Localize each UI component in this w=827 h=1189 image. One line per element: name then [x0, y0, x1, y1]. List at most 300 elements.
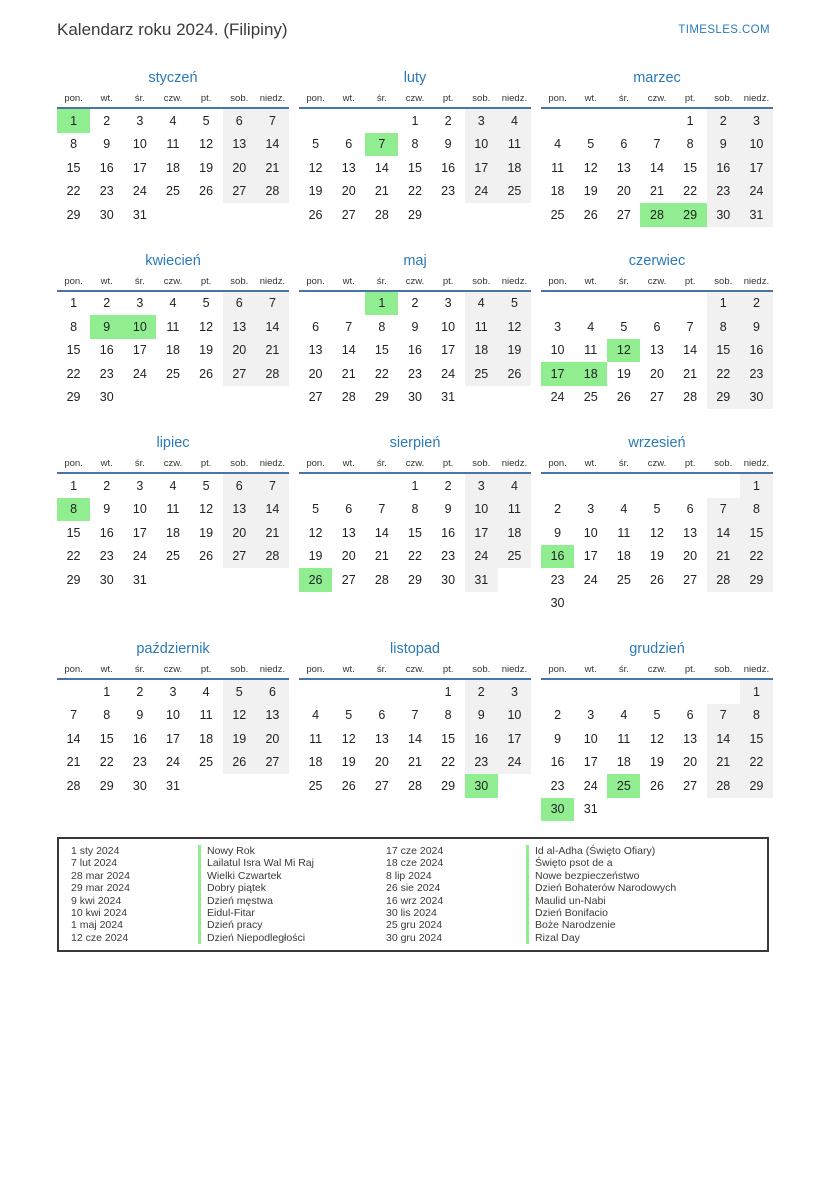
day-cell: 13	[256, 704, 289, 728]
day-cell: 17	[132, 525, 147, 540]
legend-date: 17 cze 2024	[386, 845, 444, 857]
day-cell: 29	[740, 774, 773, 798]
day-cell: 17	[465, 521, 498, 545]
day-cell: 27	[223, 180, 256, 204]
day-cell: 26	[299, 568, 332, 592]
day-cell: 5	[202, 113, 210, 128]
day-cell: 14	[408, 731, 422, 746]
day-cell: 26	[616, 390, 631, 405]
day-cell: 8	[103, 708, 111, 723]
day-cell: 30	[465, 774, 498, 798]
day-cell-empty	[365, 474, 398, 498]
day-cell: 4	[169, 113, 177, 128]
weekday-header-row	[541, 664, 773, 680]
day-cell: 24	[465, 180, 498, 204]
day-cell: 29	[740, 568, 773, 592]
day-cell-empty	[299, 474, 332, 498]
weekday-header: wt.	[584, 458, 597, 469]
day-cell: 19	[223, 727, 256, 751]
site-link[interactable]: TIMESLES.COM	[678, 24, 770, 36]
day-cell: 10	[465, 498, 498, 522]
day-cell-empty	[574, 109, 607, 133]
day-cell: 11	[551, 160, 565, 175]
day-cell: 28	[374, 572, 389, 587]
day-cell: 20	[683, 755, 698, 770]
day-cell: 12	[308, 525, 323, 540]
day-cell: 8	[411, 137, 419, 152]
days-grid	[541, 474, 773, 615]
day-cell: 5	[312, 502, 320, 517]
day-cell: 3	[136, 478, 144, 493]
legend-date: 1 maj 2024	[71, 919, 123, 932]
day-cell: 17	[465, 156, 498, 180]
page-header	[57, 20, 770, 40]
day-cell: 22	[99, 755, 114, 770]
day-cell: 18	[166, 525, 180, 540]
day-cell: 13	[374, 731, 389, 746]
weekday-header: pt.	[200, 93, 212, 104]
day-cell: 29	[674, 203, 707, 227]
holiday-legend	[57, 837, 769, 952]
day-cell: 7	[365, 133, 398, 157]
month-calendar	[299, 435, 531, 615]
weekday-header: niedz.	[743, 458, 770, 469]
month-title: grudzień	[629, 641, 685, 657]
legend-holiday-name: Dzień męstwa	[198, 895, 376, 907]
month-calendar	[299, 70, 531, 227]
day-cell: 25	[308, 778, 323, 793]
day-cell: 28	[256, 362, 289, 386]
day-cell: 1	[444, 684, 452, 699]
weekday-header: pt.	[684, 275, 696, 287]
weekday-header: śr.	[618, 93, 629, 104]
weekday-header: wt.	[100, 664, 113, 675]
day-cell: 15	[441, 731, 456, 746]
day-cell: 25	[616, 572, 631, 587]
month-title: lipiec	[156, 435, 190, 451]
day-cell: 2	[136, 684, 144, 699]
weekday-header: pt.	[442, 93, 454, 104]
day-cell: 17	[441, 343, 456, 358]
day-cell: 21	[66, 755, 81, 770]
day-cell: 18	[166, 160, 180, 175]
day-cell: 21	[256, 156, 289, 180]
day-cell: 8	[70, 319, 78, 334]
day-cell: 31	[740, 203, 773, 227]
day-cell: 18	[574, 362, 607, 386]
day-cell: 11	[166, 502, 180, 517]
day-cell: 21	[256, 339, 289, 363]
day-cell: 22	[66, 366, 81, 381]
day-cell: 23	[441, 549, 456, 564]
day-cell: 21	[408, 755, 422, 770]
day-cell: 30	[740, 386, 773, 410]
weekday-header: śr.	[376, 458, 387, 469]
weekday-header: sob.	[714, 93, 733, 104]
day-cell: 12	[650, 525, 664, 540]
day-cell-empty	[607, 474, 640, 498]
day-cell: 3	[554, 319, 562, 334]
legend-date: 7 lut 2024	[71, 857, 118, 870]
day-cell: 20	[308, 366, 323, 381]
day-cell: 17	[132, 160, 147, 175]
day-cell: 16	[550, 755, 565, 770]
day-cell: 14	[650, 160, 664, 175]
day-cell: 16	[99, 525, 114, 540]
day-cell: 24	[441, 366, 456, 381]
weekday-header: wt.	[100, 458, 113, 469]
day-cell: 27	[683, 572, 698, 587]
day-cell: 28	[66, 778, 81, 793]
day-cell: 18	[199, 731, 214, 746]
day-cell: 23	[740, 362, 773, 386]
day-cell: 28	[256, 545, 289, 569]
weekday-header: niedz.	[743, 275, 770, 287]
weekday-header: śr.	[618, 458, 629, 469]
month-title: kwiecień	[145, 252, 201, 269]
month-calendar	[541, 253, 773, 410]
day-cell-empty	[674, 474, 707, 498]
weekday-header: czw.	[163, 458, 183, 469]
day-cell: 20	[341, 184, 356, 199]
day-cell: 28	[640, 203, 673, 227]
day-cell: 1	[70, 296, 78, 311]
day-cell: 20	[341, 549, 356, 564]
day-cell: 8	[70, 137, 78, 152]
day-cell: 2	[707, 109, 740, 133]
day-cell-empty	[707, 474, 740, 498]
weekday-header: pon.	[306, 93, 325, 104]
day-cell: 16	[408, 343, 422, 358]
day-cell: 25	[550, 207, 565, 222]
month-title: styczeń	[148, 70, 198, 86]
days-grid	[299, 680, 531, 798]
day-cell-empty	[640, 474, 673, 498]
weekday-header-row	[57, 458, 289, 474]
day-cell: 26	[650, 572, 664, 587]
day-cell: 23	[465, 751, 498, 775]
day-cell: 16	[465, 727, 498, 751]
weekday-header: sob.	[472, 664, 491, 675]
day-cell: 15	[66, 525, 81, 540]
day-cell-empty	[640, 292, 673, 316]
day-cell: 27	[650, 390, 664, 405]
day-cell: 12	[308, 160, 323, 175]
day-cell: 19	[616, 366, 631, 381]
day-cell: 11	[199, 708, 213, 723]
weekday-header: niedz.	[259, 275, 286, 287]
day-cell: 29	[408, 572, 422, 587]
weekday-header: sob.	[472, 93, 491, 104]
day-cell: 1	[103, 684, 111, 699]
day-cell: 13	[223, 498, 256, 522]
day-cell: 4	[554, 137, 562, 152]
day-cell: 25	[166, 366, 180, 381]
day-cell: 27	[308, 390, 323, 405]
legend-holiday-name: Dzień Niepodległości	[198, 932, 376, 944]
day-cell: 23	[99, 549, 114, 564]
day-cell: 13	[683, 525, 698, 540]
weekday-header: pon.	[306, 275, 325, 287]
day-cell-empty	[640, 680, 673, 704]
day-cell: 20	[683, 549, 698, 564]
days-grid	[57, 109, 289, 227]
legend-date: 25 gru 2024	[386, 919, 443, 932]
day-cell: 13	[341, 525, 356, 540]
weekday-header: wt.	[584, 275, 597, 287]
legend-holiday-name: Lailatul Isra Wal Mi Raj	[198, 857, 376, 869]
day-cell: 31	[132, 572, 147, 587]
weekday-header: czw.	[163, 275, 183, 287]
day-cell: 2	[444, 478, 452, 493]
day-cell: 23	[550, 778, 565, 793]
day-cell-empty	[299, 680, 332, 704]
day-cell: 24	[166, 755, 180, 770]
weekday-header-row	[57, 276, 289, 292]
day-cell: 27	[223, 545, 256, 569]
legend-holiday-name: Nowe bezpieczeństwo	[526, 870, 749, 882]
day-cell: 6	[653, 319, 661, 334]
months-grid	[57, 70, 769, 821]
legend-holiday-name: Dzień pracy	[198, 919, 376, 931]
day-cell: 24	[132, 184, 147, 199]
page-title: Kalendarz roku 2024. (Filipiny)	[57, 20, 288, 39]
day-cell: 12	[199, 319, 214, 334]
day-cell: 18	[166, 343, 180, 358]
day-cell: 26	[199, 549, 214, 564]
day-cell: 3	[465, 474, 498, 498]
month-title: czerwiec	[628, 252, 686, 269]
day-cell: 7	[378, 502, 386, 517]
legend-holiday-name: Id al-Adha (Święto Ofiary)	[526, 845, 749, 857]
day-cell: 9	[103, 137, 111, 152]
day-cell: 31	[166, 778, 180, 793]
day-cell: 3	[136, 296, 144, 311]
day-cell: 29	[374, 390, 389, 405]
day-cell: 11	[617, 731, 631, 746]
month-calendar	[541, 641, 773, 821]
day-cell: 7	[70, 708, 78, 723]
day-cell: 3	[136, 113, 144, 128]
day-cell: 25	[199, 755, 214, 770]
month-title: maj	[403, 252, 427, 269]
weekday-header: czw.	[647, 275, 667, 287]
day-cell: 23	[99, 184, 114, 199]
day-cell-empty	[398, 680, 431, 704]
day-cell: 26	[223, 751, 256, 775]
legend-holiday-name: Wielki Czwartek	[198, 870, 376, 882]
day-cell-empty	[674, 680, 707, 704]
weekday-header: niedz.	[501, 458, 528, 469]
day-cell: 5	[498, 292, 531, 316]
day-cell: 7	[707, 704, 740, 728]
weekday-header: wt.	[342, 93, 355, 104]
day-cell: 22	[66, 549, 81, 564]
day-cell: 6	[345, 137, 353, 152]
day-cell: 4	[312, 708, 320, 723]
weekday-header: pon.	[306, 664, 325, 675]
day-cell: 11	[498, 498, 531, 522]
day-cell: 5	[202, 478, 210, 493]
day-cell: 29	[408, 207, 422, 222]
day-cell: 25	[465, 362, 498, 386]
day-cell: 4	[620, 708, 628, 723]
day-cell-empty	[332, 680, 365, 704]
day-cell: 28	[707, 568, 740, 592]
day-cell: 6	[312, 319, 320, 334]
day-cell: 22	[441, 755, 456, 770]
day-cell: 28	[374, 207, 389, 222]
weekday-header: niedz.	[501, 93, 528, 104]
weekday-header: wt.	[584, 664, 597, 675]
month-title: październik	[136, 641, 210, 657]
day-cell: 11	[498, 133, 531, 157]
weekday-header: śr.	[376, 93, 387, 104]
day-cell: 17	[498, 727, 531, 751]
day-cell: 20	[616, 184, 631, 199]
day-cell-empty	[541, 292, 574, 316]
day-cell: 10	[550, 343, 565, 358]
day-cell: 15	[740, 727, 773, 751]
day-cell: 16	[541, 545, 574, 569]
day-cell-empty	[332, 474, 365, 498]
weekday-header: czw.	[647, 458, 667, 469]
weekday-header: czw.	[163, 93, 183, 104]
day-cell: 10	[583, 525, 598, 540]
day-cell: 23	[707, 180, 740, 204]
weekday-header: czw.	[405, 93, 425, 104]
day-cell: 15	[707, 339, 740, 363]
day-cell: 2	[103, 296, 111, 311]
day-cell-empty	[574, 292, 607, 316]
day-cell: 3	[169, 684, 177, 699]
day-cell: 6	[378, 708, 386, 723]
legend-holiday-name: Eidul-Fitar	[198, 907, 376, 919]
day-cell: 18	[616, 549, 631, 564]
day-cell: 29	[66, 207, 81, 222]
day-cell: 7	[256, 109, 289, 133]
day-cell: 14	[256, 315, 289, 339]
day-cell-empty	[299, 292, 332, 316]
days-grid	[541, 680, 773, 821]
weekday-header: śr.	[618, 275, 629, 287]
day-cell: 12	[199, 502, 214, 517]
day-cell: 31	[441, 390, 456, 405]
day-cell: 7	[411, 708, 419, 723]
day-cell: 10	[132, 137, 147, 152]
day-cell: 7	[686, 319, 694, 334]
day-cell: 11	[465, 315, 498, 339]
day-cell: 16	[740, 339, 773, 363]
legend-date: 30 gru 2024	[386, 931, 443, 944]
weekday-header: pon.	[548, 664, 567, 675]
day-cell: 13	[683, 731, 698, 746]
legend-holiday-name: Dzień Bohaterów Narodowych	[526, 882, 749, 894]
day-cell: 26	[650, 778, 664, 793]
weekday-header: pon.	[306, 458, 325, 469]
day-cell: 10	[498, 704, 531, 728]
days-grid	[299, 292, 531, 410]
day-cell-empty	[674, 292, 707, 316]
day-cell: 23	[408, 366, 422, 381]
day-cell-empty	[365, 680, 398, 704]
month-calendar	[57, 70, 289, 227]
day-cell: 22	[408, 184, 422, 199]
legend-holiday-name: Dobry piątek	[198, 882, 376, 894]
weekday-header: sob.	[472, 275, 491, 287]
day-cell: 12	[498, 315, 531, 339]
day-cell-empty	[365, 109, 398, 133]
day-cell: 12	[650, 731, 664, 746]
weekday-header: sob.	[230, 93, 249, 104]
day-cell: 20	[650, 366, 664, 381]
weekday-header: pt.	[684, 664, 696, 675]
day-cell-empty	[607, 292, 640, 316]
weekday-header: wt.	[342, 458, 355, 469]
day-cell: 10	[465, 133, 498, 157]
day-cell: 7	[345, 319, 353, 334]
day-cell: 9	[740, 315, 773, 339]
day-cell: 31	[132, 207, 147, 222]
weekday-header: pon.	[548, 93, 567, 104]
day-cell: 30	[541, 798, 574, 822]
day-cell: 30	[707, 203, 740, 227]
legend-date: 28 mar 2024	[71, 869, 130, 882]
day-cell: 3	[587, 502, 595, 517]
day-cell: 9	[136, 708, 144, 723]
day-cell: 3	[444, 296, 452, 311]
day-cell: 25	[498, 545, 531, 569]
day-cell: 25	[166, 184, 180, 199]
weekday-header: wt.	[342, 664, 355, 675]
day-cell: 16	[441, 160, 456, 175]
day-cell: 13	[308, 343, 323, 358]
day-cell: 9	[554, 731, 562, 746]
day-cell: 5	[345, 708, 353, 723]
day-cell: 21	[707, 751, 740, 775]
day-cell: 1	[707, 292, 740, 316]
days-grid	[299, 474, 531, 592]
day-cell: 26	[498, 362, 531, 386]
day-cell: 8	[411, 502, 419, 517]
day-cell: 22	[408, 549, 422, 564]
day-cell: 30	[441, 572, 456, 587]
day-cell: 30	[550, 596, 565, 611]
weekday-header: niedz.	[743, 93, 770, 104]
day-cell: 12	[341, 731, 356, 746]
legend-date: 16 wrz 2024	[386, 894, 444, 907]
days-grid	[57, 474, 289, 592]
day-cell: 4	[620, 502, 628, 517]
day-cell: 15	[683, 160, 698, 175]
day-cell: 19	[498, 339, 531, 363]
day-cell: 17	[740, 156, 773, 180]
day-cell: 17	[583, 755, 598, 770]
legend-date: 18 cze 2024	[386, 857, 444, 870]
day-cell: 13	[223, 315, 256, 339]
day-cell: 18	[308, 755, 323, 770]
legend-date: 12 cze 2024	[71, 931, 129, 944]
day-cell: 21	[374, 549, 389, 564]
day-cell: 10	[740, 133, 773, 157]
day-cell: 21	[341, 366, 356, 381]
day-cell: 26	[341, 778, 356, 793]
day-cell: 24	[550, 390, 565, 405]
legend-holiday-name: Maulid un-Nabi	[526, 895, 749, 907]
day-cell: 18	[550, 184, 565, 199]
day-cell: 5	[202, 296, 210, 311]
day-cell: 3	[465, 109, 498, 133]
